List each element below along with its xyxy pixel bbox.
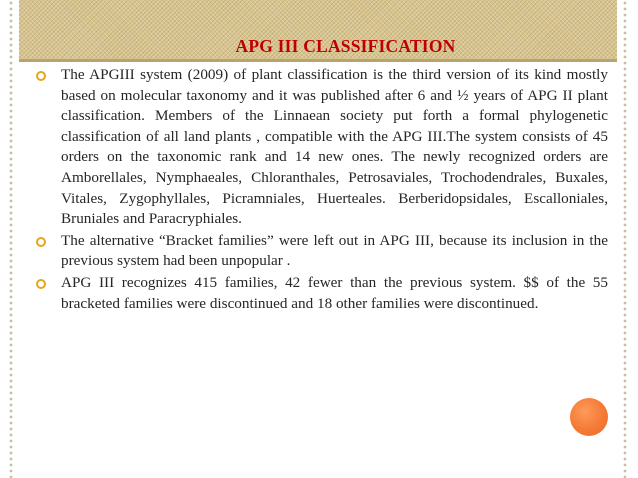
bullet-text: APG III recognizes 415 families, 42 fewer than the previous system. $$ of the 55 bracketed families were discontinued and 18 other families were discontinued. xyxy=(61,273,608,312)
right-dotted-border xyxy=(622,0,628,478)
bullet-text: The alternative “Bracket families” were left out in APG III, because its inclusion in the previous system had been unpopular . xyxy=(61,231,608,270)
title-band-underline xyxy=(19,59,617,62)
bullet-item-2 xyxy=(30,231,608,272)
bullet-circle-icon xyxy=(36,279,46,289)
bullet-text: The APGIII system (2009) of plant classification is the third version of its kind mostly based on molecular taxonomy and it was published after 6 and ½ years of APG II plant classification. Members of the Linnaean society put forth a formal phylogenetic classification of all land plants , compatible with the APG III.The system consists of 45 orders on the taxonomic rank and 14 new ones. The newly recognized orders are Amborellales, Nymphaeales, Chloranthales, Petrosaviales, Trochodendrales, Buxales, Vitales, Zygophyllales, Picramniales, Huerteales. Berberidopsidales, Escalloniales, Bruniales and Paracryphiales. xyxy=(61,66,608,228)
slide-title: APG III CLASSIFICATION xyxy=(235,36,456,56)
bullet-list xyxy=(30,65,608,315)
bullet-item-3 xyxy=(30,273,608,314)
bullet-circle-icon xyxy=(36,237,46,247)
bullet-circle-icon xyxy=(36,71,46,81)
left-dotted-border xyxy=(8,0,14,478)
bullet-item-1 xyxy=(30,65,608,230)
orange-circle-decoration xyxy=(570,398,608,436)
